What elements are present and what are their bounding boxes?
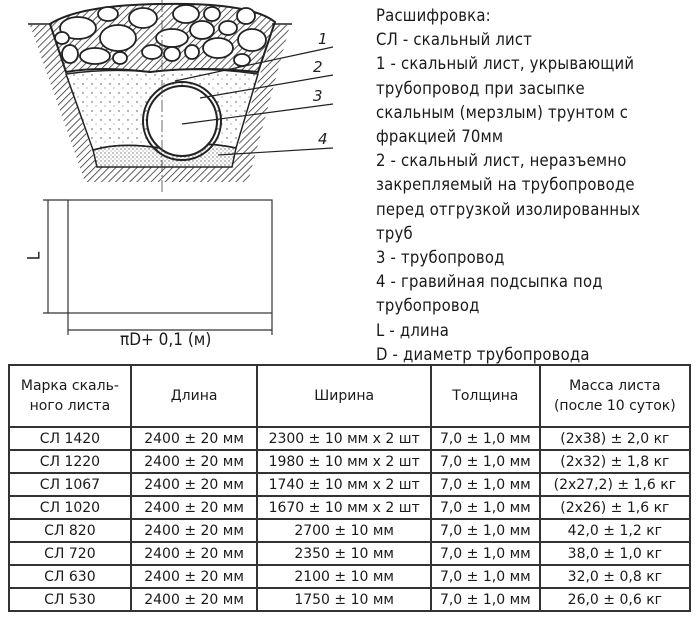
table-cell: 38,0 ± 1,0 кг (540, 542, 690, 565)
table-cell: СЛ 1067 (9, 473, 131, 496)
legend-line: 3 - трубопровод (376, 248, 505, 268)
table-cell: 1740 ± 10 мм х 2 шт (257, 473, 431, 496)
legend-line: закрепляемый на трубопроводе (376, 175, 635, 195)
table-cell: 2400 ± 20 мм (131, 565, 258, 588)
legend-line: Расшифровка: (376, 6, 491, 25)
table-cell: 2700 ± 10 мм (257, 519, 431, 542)
legend-line: 4 - гравийная подсыпка под (376, 272, 603, 292)
column-header: Масса листа (после 10 суток) (540, 365, 690, 427)
legend-line: трубопровод при засыпке (376, 78, 585, 98)
table-cell: 7,0 ± 1,0 мм (431, 450, 540, 473)
table-row (9, 450, 690, 473)
trench-diagram (0, 0, 370, 360)
table-cell: 2400 ± 20 мм (131, 473, 258, 496)
table-cell: 7,0 ± 1,0 мм (431, 565, 540, 588)
table-cell: (2х38) ± 2,0 кг (540, 427, 690, 450)
table-cell: 7,0 ± 1,0 мм (431, 519, 540, 542)
length-label: L (24, 251, 45, 261)
table-row (9, 588, 690, 611)
table-cell: 7,0 ± 1,0 мм (431, 588, 540, 611)
legend-line: СЛ - скальный лист (376, 30, 533, 50)
table-cell: 2400 ± 20 мм (131, 427, 258, 450)
table-row (9, 542, 690, 565)
table-row (9, 496, 690, 519)
callout-1: 1 (318, 30, 328, 48)
table-cell: 2400 ± 20 мм (131, 542, 258, 565)
table-header-row (9, 365, 690, 427)
table-cell: 7,0 ± 1,0 мм (431, 427, 540, 450)
table-cell: 2100 ± 10 мм (257, 565, 431, 588)
table-cell: 2350 ± 10 мм (257, 542, 431, 565)
table-cell: СЛ 1220 (9, 450, 131, 473)
sheet-drawing (43, 200, 272, 335)
table-cell: СЛ 1020 (9, 496, 131, 519)
table-cell: 42,0 ± 1,2 кг (540, 519, 690, 542)
table-cell: 26,0 ± 0,6 кг (540, 588, 690, 611)
table-cell: 1750 ± 10 мм (257, 588, 431, 611)
table-cell: 32,0 ± 0,8 кг (540, 565, 690, 588)
table-cell: СЛ 530 (9, 588, 131, 611)
table-cell: СЛ 630 (9, 565, 131, 588)
legend-line: перед отгрузкой изолированных (376, 199, 641, 219)
table-cell: 2400 ± 20 мм (131, 450, 258, 473)
rock-backfill (50, 4, 275, 72)
table-cell: СЛ 1420 (9, 427, 131, 450)
rock-sheet-table (8, 364, 691, 612)
table-cell: 7,0 ± 1,0 мм (431, 473, 540, 496)
table-row (9, 565, 690, 588)
callout-3: 3 (313, 87, 323, 105)
table-cell: (2х27,2) ± 1,6 кг (540, 473, 690, 496)
legend-line: скальным (мерзлым) трунтом с (376, 102, 629, 122)
legend-line: трубопровод (376, 296, 480, 316)
column-header: Ширина (257, 365, 431, 427)
table-cell: 7,0 ± 1,0 мм (431, 496, 540, 519)
table-cell: СЛ 720 (9, 542, 131, 565)
table-cell: 2400 ± 20 мм (131, 588, 258, 611)
legend-line: 2 - скальный лист, неразъемно (376, 151, 627, 171)
width-formula: πD+ 0,1 (м) (120, 330, 212, 350)
table-cell: 1980 ± 10 мм х 2 шт (257, 450, 431, 473)
table-cell: СЛ 820 (9, 519, 131, 542)
table-row (9, 519, 690, 542)
column-header: Толщина (431, 365, 540, 427)
column-header: Марка скаль- ного листа (9, 365, 131, 427)
callout-2: 2 (313, 58, 323, 76)
legend-line: фракцией 70мм (376, 127, 504, 147)
legend (376, 4, 696, 367)
callout-4: 4 (318, 130, 328, 148)
table-row (9, 473, 690, 496)
table-cell: 2400 ± 20 мм (131, 496, 258, 519)
table-cell: 2400 ± 20 мм (131, 519, 258, 542)
legend-line: L - длина (376, 320, 450, 340)
table-cell: 1670 ± 10 мм х 2 шт (257, 496, 431, 519)
table-row (9, 427, 690, 450)
legend-line: D - диаметр трубопровода (376, 344, 590, 364)
table-cell: 2300 ± 10 мм х 2 шт (257, 427, 431, 450)
legend-line: труб (376, 223, 413, 243)
table-cell: 7,0 ± 1,0 мм (431, 542, 540, 565)
legend-line: 1 - скальный лист, укрывающий (376, 54, 635, 74)
table-cell: (2х26) ± 1,6 кг (540, 496, 690, 519)
table-cell: (2х32) ± 1,8 кг (540, 450, 690, 473)
column-header: Длина (131, 365, 258, 427)
